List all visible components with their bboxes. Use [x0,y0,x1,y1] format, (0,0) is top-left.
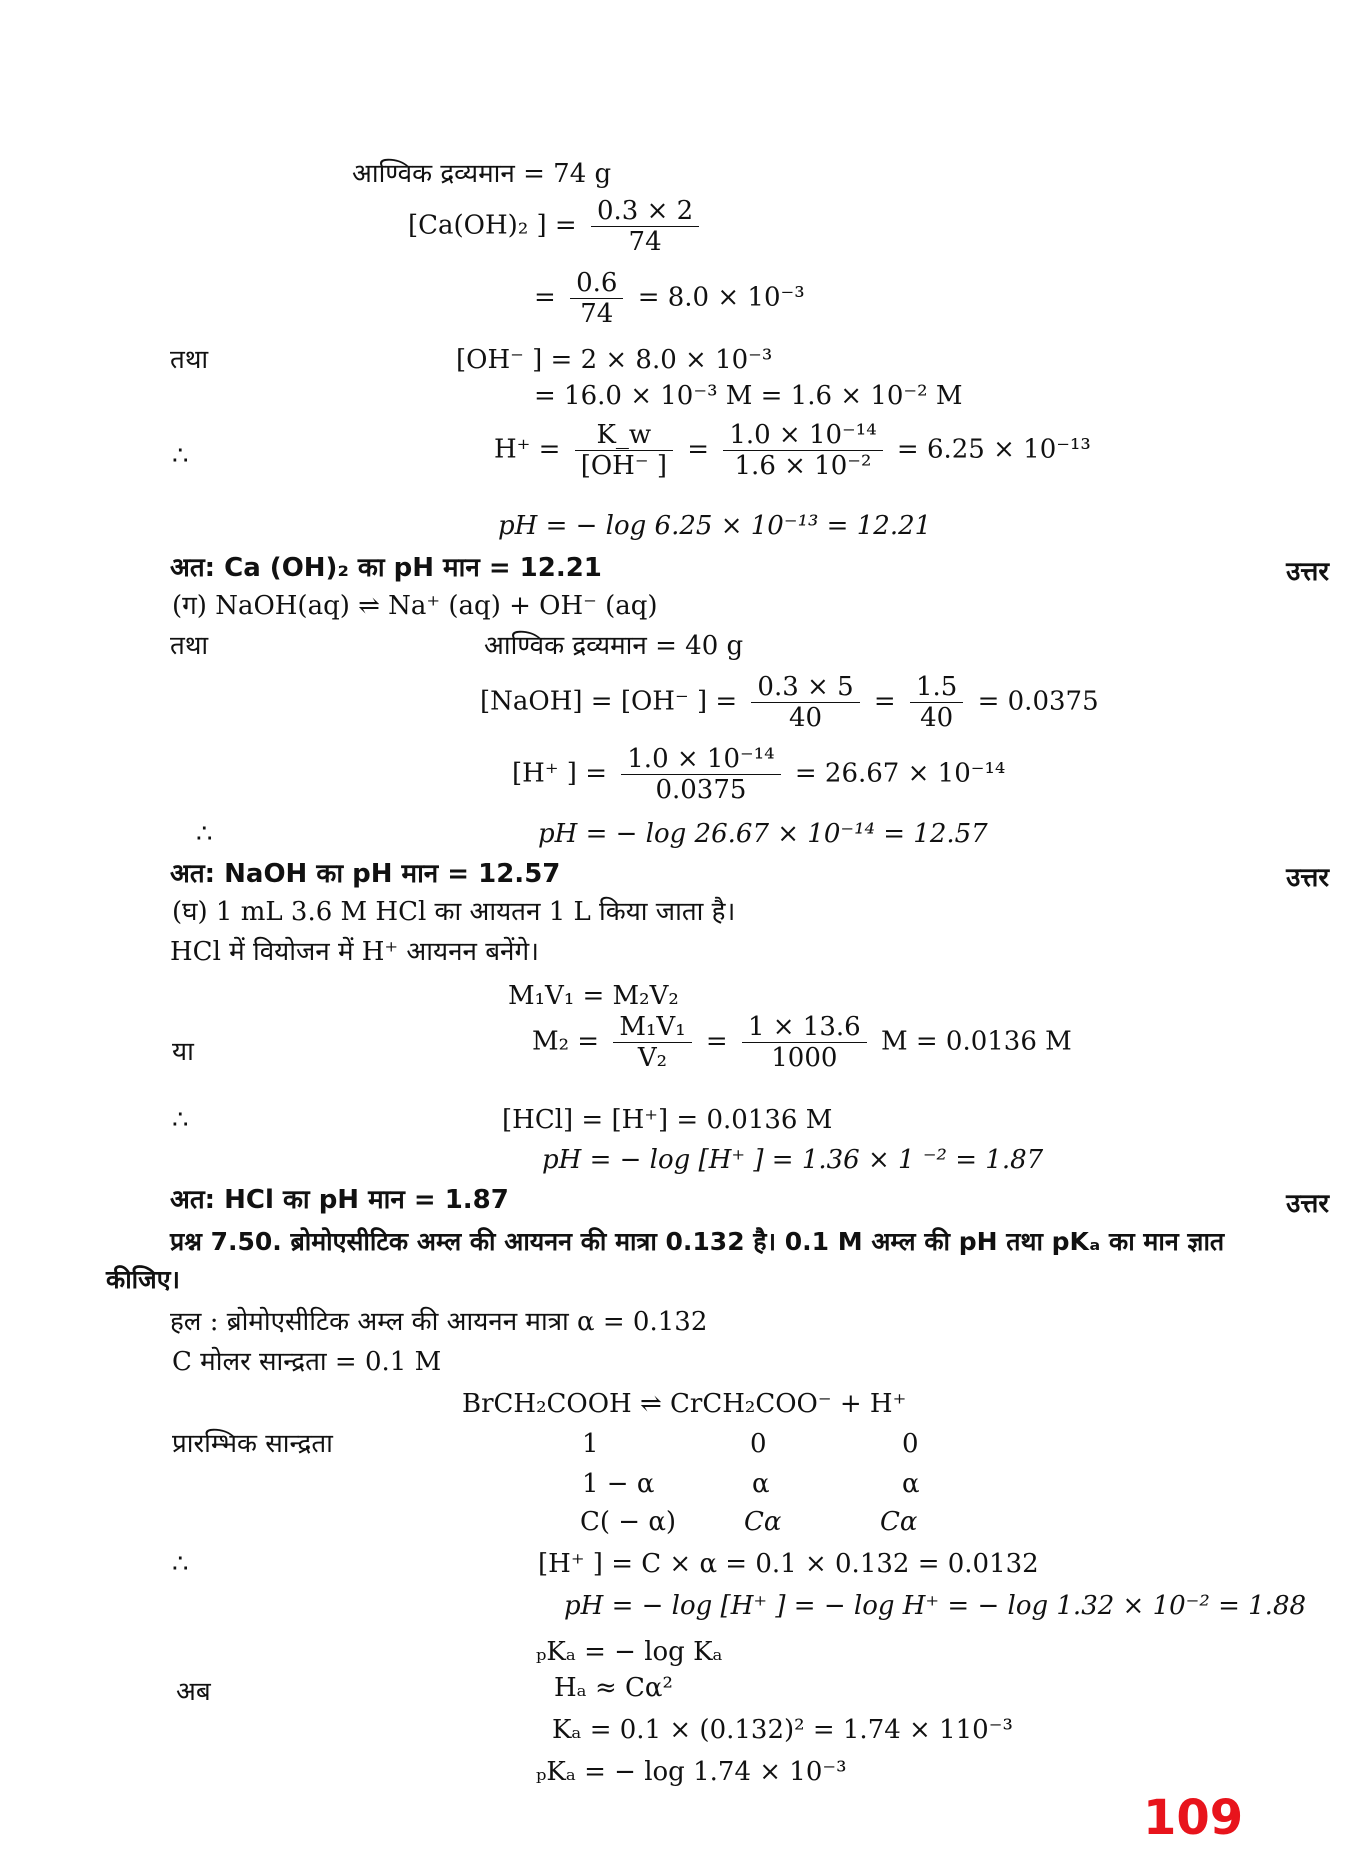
molar-mass-line: आण्विक द्रव्यमान = 74 g [352,159,612,189]
label-ya: या [172,1037,194,1067]
caoh2-simplify-line [534,268,805,329]
table-cell: 1 − α [582,1469,655,1499]
naoh-dissociation-line: (ग) NaOH(aq) ⇌ Na⁺ (aq) + OH⁻ (aq) [172,591,658,621]
molar-conc-line: C मोलर सान्द्रता = 0.1 M [172,1347,442,1377]
fraction [575,420,673,481]
equation-rhs: = 8.0 × 10⁻³ [637,282,805,313]
table-cell: Cα [880,1507,918,1537]
numerator: 0.3 × 2 [591,196,699,227]
denominator: V₂ [637,1043,668,1073]
table-cell: α [902,1469,920,1499]
ph-acid-line: pH = − log [H⁺ ] = − log H⁺ = − log 1.32 × 10⁻² = 1.88 [564,1591,1307,1621]
denominator: 1.6 × 10⁻² [734,451,872,481]
dilution-formula-line: M₁V₁ = M₂V₂ [508,981,679,1011]
equals: = [534,282,556,313]
equation-lhs: [Ca(OH)₂ ] = [408,210,577,241]
equation-rhs: = 6.25 × 10⁻¹³ [896,434,1091,465]
denominator: 0.0375 [655,775,747,805]
numerator: 0.6 [570,268,623,299]
pka-definition-line: ₚKₐ = − log Kₐ [536,1637,723,1667]
m2-calc-line [532,1012,1072,1073]
table-cell: C( − α) [580,1507,677,1537]
therefore-symbol: ∴ [172,1105,189,1135]
answer-label: उत्तर [1286,863,1329,893]
label-tatha: तथा [170,631,209,661]
table-cell: 0 [902,1429,919,1459]
table-cell: 1 [582,1429,599,1459]
oh-conc-result-line: = 16.0 × 10⁻³ M = 1.6 × 10⁻² M [534,381,963,411]
solution-degree-line: हल : ब्रोमोएसीटिक अम्ल की आयनन मात्रा α = 0.132 [170,1307,708,1337]
equals: = [687,434,710,465]
numerator: K_w [575,420,673,451]
table-cell: Cα [744,1507,782,1537]
fraction [751,672,859,733]
fraction [621,744,780,805]
fraction [723,420,882,481]
ha-approx-line: Hₐ ≈ Cα² [554,1673,673,1703]
denominator: 74 [580,299,614,329]
numerator: 1.0 × 10⁻¹⁴ [621,744,780,775]
equation-lhs: [H⁺ ] = [512,758,607,789]
label-ab: अब [176,1677,211,1707]
result-naoh: अत: NaOH का pH मान = 12.57 [170,859,561,889]
equals: = [705,1026,728,1057]
hcl-ions-line: HCl में वियोजन में H⁺ आयनन बनेंगे। [170,937,539,967]
numerator: 1.5 [910,672,963,703]
part-gha-line: (घ) 1 mL 3.6 M HCl का आयतन 1 L किया जाता है। [172,897,736,927]
equation-rhs: M = 0.0136 M [880,1026,1072,1057]
fraction [742,1012,867,1073]
fraction [591,196,699,257]
answer-label: उत्तर [1286,557,1329,587]
equilibrium-equation: BrCH₂COOH ⇌ CrCH₂COO⁻ + H⁺ [462,1389,907,1419]
equation-lhs: [NaOH] = [OH⁻ ] = [480,686,738,717]
denominator: 1000 [771,1043,838,1073]
h-conc-acid-line: [H⁺ ] = C × α = 0.1 × 0.132 = 0.0132 [538,1549,1039,1579]
question-line-2: कीजिए। [106,1265,181,1294]
h-conc-naoh-line [512,744,1005,805]
result-caoh2: अत: Ca (OH)₂ का pH मान = 12.21 [170,553,602,583]
numerator: 0.3 × 5 [751,672,859,703]
pka-calc-line: ₚKₐ = − log 1.74 × 10⁻³ [536,1757,847,1787]
page-number: 109 [1143,1790,1244,1846]
ka-calc-line: Kₐ = 0.1 × (0.132)² = 1.74 × 110⁻³ [552,1715,1013,1745]
numerator: 1 × 13.6 [742,1012,867,1043]
ph-calc-line: pH = − log 6.25 × 10⁻¹³ = 12.21 [498,511,932,541]
h-conc-line [494,420,1091,481]
naoh-conc-line [480,672,1099,733]
denominator: [OH⁻ ] [580,451,667,481]
numerator: M₁V₁ [613,1012,691,1043]
table-cell: 0 [750,1429,767,1459]
answer-label: उत्तर [1286,1189,1329,1219]
therefore-symbol: ∴ [172,1549,189,1579]
initial-conc-label: प्रारम्भिक सान्द्रता [172,1429,333,1459]
equation-lhs: M₂ = [532,1026,600,1057]
fraction [570,268,623,329]
fraction [910,672,963,733]
molar-mass-naoh-line: आण्विक द्रव्यमान = 40 g [484,631,744,661]
equation-lhs: H⁺ = [494,434,561,465]
equals: = [873,686,896,717]
equation-rhs: = 26.67 × 10⁻¹⁴ [794,758,1006,789]
label-tatha: तथा [170,345,209,375]
denominator: 74 [628,227,662,257]
caoh2-conc-line [408,196,705,257]
question-line-1: प्रश्न 7.50. ब्रोमोएसीटिक अम्ल की आयनन की मात्रा 0.132 है। 0.1 M अम्ल की pH तथा pKₐ का मान ज्ञात [170,1227,1225,1256]
therefore-symbol: ∴ [172,441,189,471]
therefore-symbol: ∴ [196,819,213,849]
equation-rhs: = 0.0375 [977,686,1099,717]
numerator: 1.0 × 10⁻¹⁴ [723,420,882,451]
denominator: 40 [788,703,823,733]
hcl-conc-line: [HCl] = [H⁺] = 0.0136 M [502,1105,833,1135]
table-cell: α [752,1469,770,1499]
ph-hcl-line: pH = − log [H⁺ ] = 1.36 × 1 ⁻² = 1.87 [542,1145,1044,1175]
ph-naoh-line: pH = − log 26.67 × 10⁻¹⁴ = 12.57 [538,819,988,849]
result-hcl: अत: HCl का pH मान = 1.87 [170,1185,509,1215]
denominator: 40 [920,703,954,733]
fraction [613,1012,691,1073]
oh-conc-line: [OH⁻ ] = 2 × 8.0 × 10⁻³ [456,345,773,375]
